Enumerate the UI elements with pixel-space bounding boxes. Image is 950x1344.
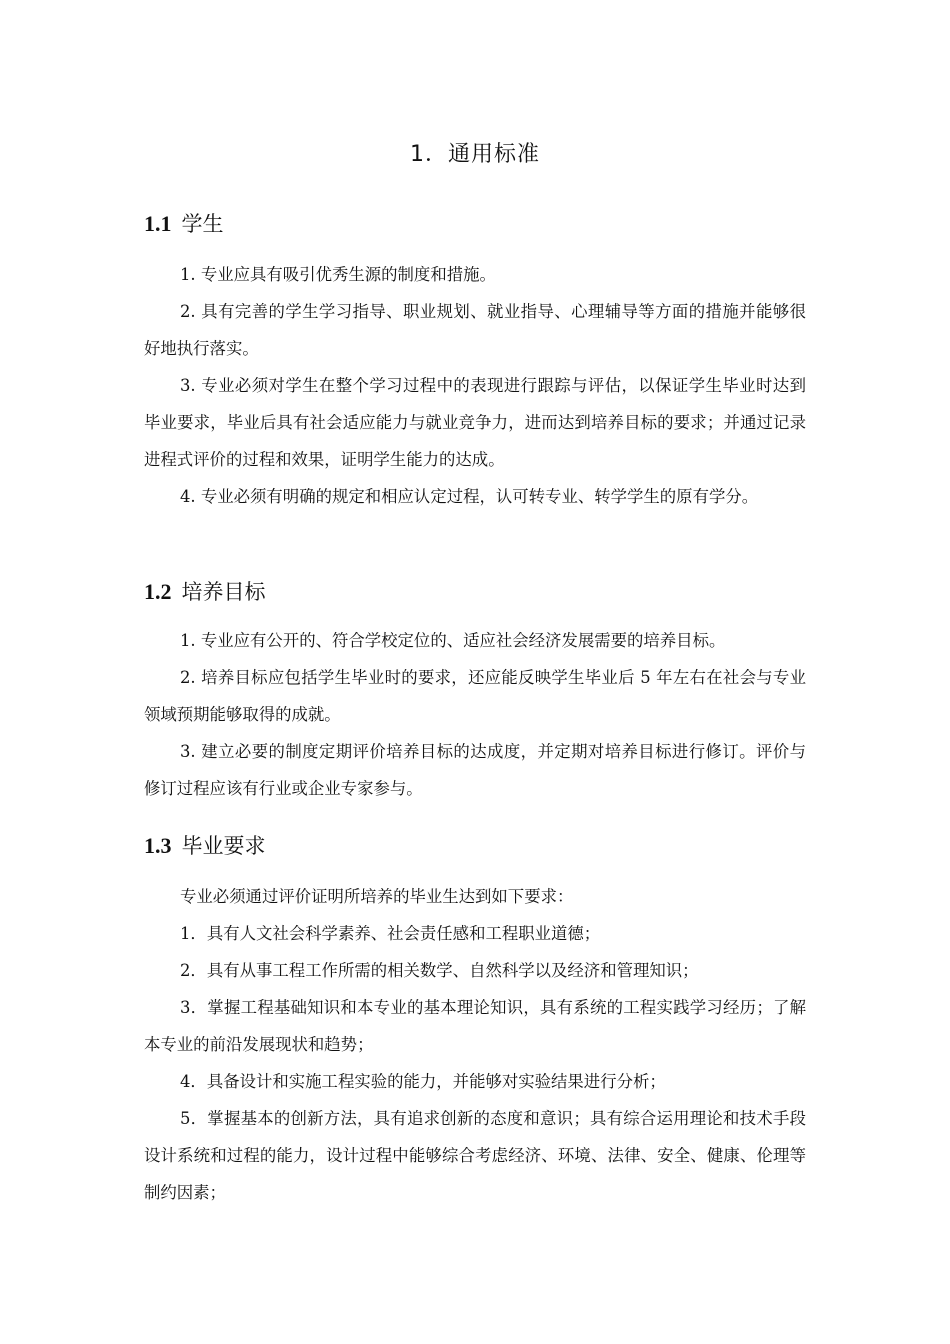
section-title: 学生 (181, 212, 224, 236)
section-number: 1.1 (144, 211, 172, 236)
paragraph: 2．具有从事工程工作所需的相关数学、自然科学以及经济和管理知识； (180, 961, 699, 980)
paragraph: 2. 具有完善的学生学习指导、职业规划、就业指导、心理辅导等方面的措施并能够很好地执行落实。 (144, 302, 806, 358)
paragraph: 4. 专业必须有明确的规定和相应认定过程，认可转专业、转学学生的原有学分。 (180, 487, 759, 506)
section-training-objectives (144, 576, 806, 807)
paragraph: 1. 专业应有公开的、符合学校定位的、适应社会经济发展需要的培养目标。 (180, 631, 726, 650)
paragraph: 2. 培养目标应包括学生毕业时的要求，还应能反映学生毕业后 5 年左右在社会与专业领域预期能够取得的成就。 (144, 668, 806, 724)
section-students (144, 208, 806, 515)
section-heading (144, 208, 806, 240)
section-graduation-requirements (144, 830, 806, 1211)
paragraph: 1．具有人文社会科学素养、社会责任感和工程职业道德； (180, 924, 601, 943)
section-number: 1.3 (144, 833, 172, 858)
section-heading (144, 576, 806, 608)
paragraph: 5．掌握基本的创新方法，具有追求创新的态度和意识；具有综合运用理论和技术手段设计系统和过程的能力，设计过程中能够综合考虑经济、环境、法律、安全、健康、伦理等制约因素； (144, 1109, 806, 1202)
paragraph: 3．掌握工程基础知识和本专业的基本理论知识，具有系统的工程实践学习经历；了解本专业的前沿发展现状和趋势； (144, 998, 806, 1054)
section-title: 培养目标 (181, 580, 266, 604)
paragraph: 专业必须通过评价证明所培养的毕业生达到如下要求： (180, 887, 574, 906)
paragraph: 3. 建立必要的制度定期评价培养目标的达成度，并定期对培养目标进行修订。评价与修订过程应该有行业或企业专家参与。 (144, 742, 806, 798)
paragraph: 1. 专业应具有吸引优秀生源的制度和措施。 (180, 265, 496, 284)
document-title: 1．通用标准 (410, 142, 540, 167)
section-heading (144, 830, 806, 862)
paragraph: 4．具备设计和实施工程实验的能力，并能够对实验结果进行分析； (180, 1072, 666, 1091)
section-title: 毕业要求 (181, 834, 266, 858)
paragraph: 3. 专业必须对学生在整个学习过程中的表现进行跟踪与评估，以保证学生毕业时达到毕业要求，毕业后具有社会适应能力与就业竞争力，进而达到培养目标的要求；并通过记录进程式评价的过程和效果，证明学生能力的达成。 (144, 376, 806, 469)
section-number: 1.2 (144, 579, 172, 604)
